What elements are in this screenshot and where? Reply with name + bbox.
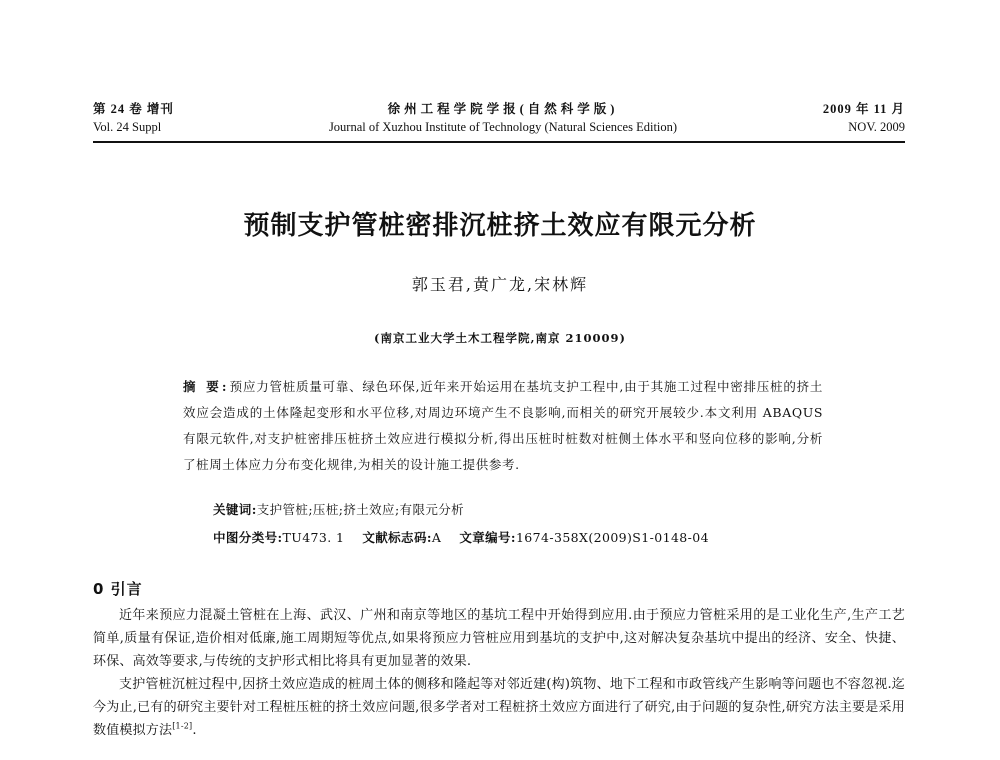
header-rule (93, 141, 905, 143)
keywords-text: 支护管桩;压桩;挤土效应;有限元分析 (256, 502, 465, 517)
body-paragraph-2-end: . (192, 723, 197, 738)
header-journal-en: Journal of Xuzhou Institute of Technology (Natural Sciences Edition) (328, 120, 678, 134)
clc-value: TU473. 1 (282, 530, 345, 545)
keywords-line (213, 500, 464, 520)
classification-line (213, 528, 709, 548)
citation-ref[interactable]: [1-2] (172, 721, 193, 731)
header-journal (243, 100, 763, 136)
clc-label: 中图分类号: (213, 530, 283, 545)
article-number-label: 文章编号: (459, 530, 516, 545)
running-header (93, 100, 905, 140)
header-date-cn: 2009 年 11 月 (822, 102, 905, 116)
article-number-value: 1674-358X(2009)S1-0148-04 (515, 530, 709, 545)
body-paragraph-1: 近年来预应力混凝土管桩在上海、武汉、广州和南京等地区的基坑工程中开始得到应用.由于预应力管桩采用的是工业化生产,生产工艺简单,质量有保证,造价相对低廉,施工周期短等优点,如果将预应力管桩应用到基坑的支护中,这对解决复杂基坑中提出的经济、安全、快捷、环保、高效等要求,与传统的支护形式相比将具有更加显著的效果. (93, 608, 905, 669)
section-heading-introduction: 0 引言 (93, 580, 143, 598)
doc-code-label: 文献标志码: (362, 530, 432, 545)
keywords-label: 关键词: (213, 502, 257, 517)
header-volume-en: Vol. 24 Suppl (93, 120, 162, 134)
body-text (93, 604, 905, 742)
abstract-block (183, 374, 823, 478)
header-journal-cn: 徐州工程学院学报(自然科学版) (387, 102, 619, 116)
header-volume (93, 100, 174, 136)
abstract-text: 预应力管桩质量可靠、绿色环保,近年来开始运用在基坑支护工程中,由于其施工过程中密排压桩的挤土效应会造成的土体隆起变形和水平位移,对周边环境产生不良影响,而相关的研究开展较少.本文利用 ABAQUS 有限元软件,对支护桩密排压桩挤土效应进行模拟分析,得出压桩时桩数对桩侧土体水平和竖向位移的影响,分析了桩周土体应力分布变化规律,为相关的设计施工提供参考. (183, 379, 823, 472)
paper-title: 预制支护管桩密排沉桩挤土效应有限元分析 (243, 211, 757, 241)
doc-code-value: A (431, 530, 442, 545)
abstract-label: 摘 要: (183, 379, 230, 394)
paper-authors: 郭玉君,黄广龙,宋林辉 (411, 275, 589, 294)
body-paragraph-2-text: 支护管桩沉桩过程中,因挤土效应造成的桩周土体的侧移和隆起等对邻近建(构)筑物、地下工程和市政管线产生影响等问题也不容忽视.迄今为止,已有的研究主要针对工程桩压桩的挤土效应问题,很多学者对工程桩挤土效应方面进行了研究,由于问题的复杂性,研究方法主要是采用数值模拟方法 (93, 677, 905, 738)
header-date-en: NOV. 2009 (848, 120, 905, 134)
header-volume-cn: 第 24 卷 增刊 (93, 102, 174, 116)
body-paragraph-2 (93, 673, 905, 742)
header-date (823, 100, 905, 136)
paper-affiliation: (南京工业大学土木工程学院,南京 210009) (374, 331, 626, 345)
